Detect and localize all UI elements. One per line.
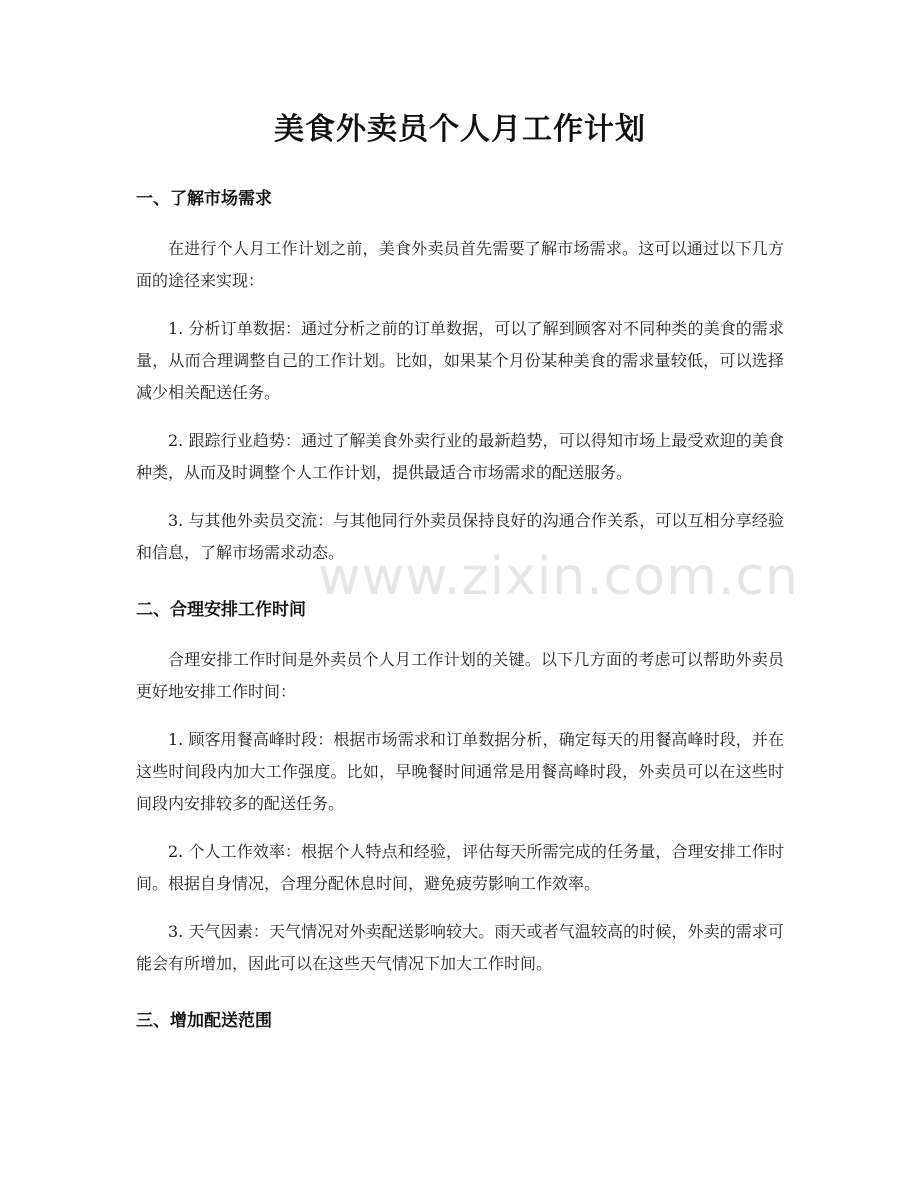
document-title: 美食外卖员个人月工作计划 [274,112,646,147]
list-item: 3. 天气因素：天气情况对外卖配送影响较大。雨天或者气温较高的时候，外卖的需求可能会有所增加，因此可以在这些天气情况下加大工作时间。 [136,922,784,973]
section-intro-paragraph: 在进行个人月工作计划之前，美食外卖员首先需要了解市场需求。这可以通过以下几方面的途径来实现： [136,239,784,290]
watermark-text: www.zixin.com.cn [318,547,799,607]
section-intro-paragraph: 合理安排工作时间是外卖员个人月工作计划的关键。以下几方面的考虑可以帮助外卖员更好地安排工作时间： [136,650,784,701]
list-item: 2. 跟踪行业趋势：通过了解美食外卖行业的最新趋势，可以得知市场上最受欢迎的美食种类，从而及时调整个人工作计划，提供最适合市场需求的配送服务。 [136,431,784,482]
list-item: 3. 与其他外卖员交流：与其他同行外卖员保持良好的沟通合作关系，可以互相分享经验和信息，了解市场需求动态。 [136,511,784,562]
list-item: 2. 个人工作效率：根据个人特点和经验，评估每天所需完成的任务量，合理安排工作时间。根据自身情况，合理分配休息时间，避免疲劳影响工作效率。 [136,842,784,893]
list-item: 1. 分析订单数据：通过分析之前的订单数据，可以了解到顾客对不同种类的美食的需求量，从而合理调整自己的工作计划。比如，如果某个月份某种美食的需求量较低，可以选择减少相关配送任务。 [136,319,784,402]
list-item: 1. 顾客用餐高峰时段：根据市场需求和订单数据分析，确定每天的用餐高峰时段，并在这些时间段内加大工作强度。比如，早晚餐时间通常是用餐高峰时段，外卖员可以在这些时间段内安排较多的配送任务。 [136,730,784,813]
section-heading-market-demand: 一、了解市场需求 [136,189,272,209]
section-heading-delivery-range: 三、增加配送范围 [136,1011,272,1031]
section-heading-work-schedule: 二、合理安排工作时间 [136,600,306,620]
